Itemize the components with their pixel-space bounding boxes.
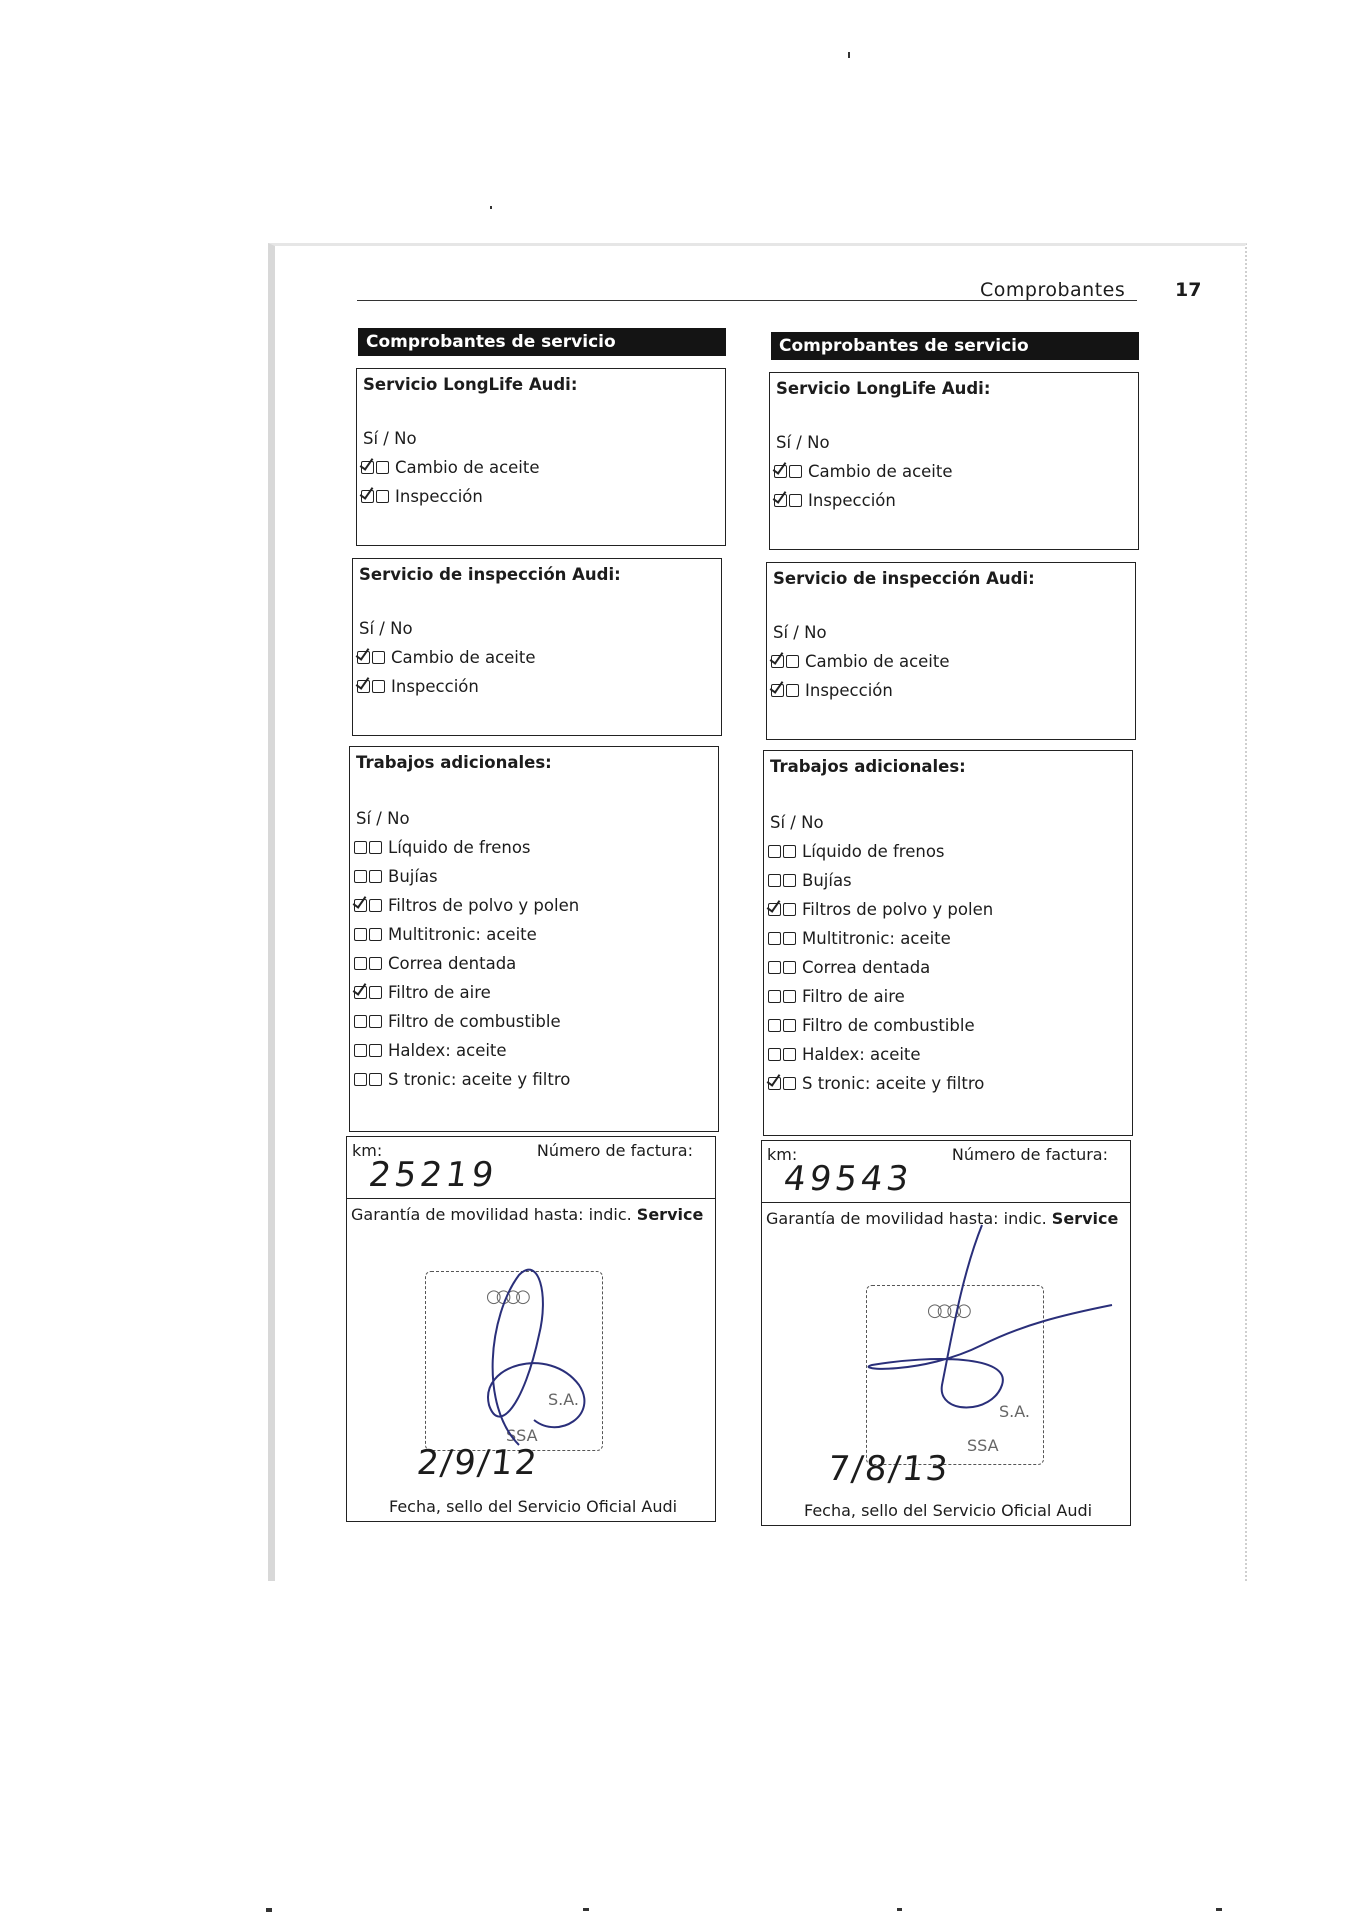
option-row bbox=[774, 462, 953, 481]
checkbox-no[interactable] bbox=[786, 684, 799, 697]
option-label: Cambio de aceite bbox=[391, 648, 536, 667]
option-row bbox=[361, 487, 483, 506]
option-row bbox=[354, 925, 537, 944]
checkbox-no[interactable] bbox=[783, 1077, 796, 1090]
stamp-text: SSA bbox=[967, 1436, 999, 1455]
checkbox-yes[interactable] bbox=[768, 990, 781, 1003]
checkbox-yes[interactable] bbox=[768, 845, 781, 858]
km-label: km: bbox=[352, 1141, 383, 1160]
option-row bbox=[354, 896, 579, 915]
option-label: Filtro de combustible bbox=[388, 1012, 561, 1031]
yes-no-label: Sí / No bbox=[363, 429, 417, 448]
header-rule bbox=[357, 300, 1137, 301]
checkbox-yes[interactable] bbox=[768, 961, 781, 974]
option-row bbox=[768, 929, 951, 948]
stamp-footer-label: Fecha, sello del Servicio Oficial Audi bbox=[389, 1497, 678, 1516]
box-title: Trabajos adicionales: bbox=[356, 753, 552, 772]
option-label: Líquido de frenos bbox=[388, 838, 531, 857]
warranty-service: Service bbox=[1051, 1209, 1119, 1228]
km-label: km: bbox=[767, 1145, 798, 1164]
checkbox-no[interactable] bbox=[783, 990, 796, 1003]
option-row bbox=[354, 1012, 561, 1031]
checkbox-no[interactable] bbox=[376, 490, 389, 503]
option-row bbox=[768, 842, 945, 861]
checkbox-yes[interactable] bbox=[768, 932, 781, 945]
option-row bbox=[357, 648, 536, 667]
checkbox-yes[interactable] bbox=[774, 465, 787, 478]
warranty-text: Garantía de movilidad hasta: indic. bbox=[766, 1209, 1052, 1228]
warranty-line bbox=[351, 1205, 703, 1224]
section-banner: Comprobantes de servicio bbox=[358, 328, 726, 356]
option-row bbox=[354, 838, 531, 857]
checkbox-no[interactable] bbox=[369, 957, 382, 970]
checkbox-yes[interactable] bbox=[768, 1077, 781, 1090]
checkbox-yes[interactable] bbox=[768, 903, 781, 916]
option-row bbox=[774, 491, 896, 510]
checkbox-yes[interactable] bbox=[768, 1019, 781, 1032]
service-record-right bbox=[766, 332, 1139, 1532]
km-divider bbox=[762, 1202, 1130, 1203]
checkbox-no[interactable] bbox=[783, 932, 796, 945]
checkbox-no[interactable] bbox=[783, 874, 796, 887]
option-label: Haldex: aceite bbox=[802, 1045, 921, 1064]
checkbox-no[interactable] bbox=[369, 1044, 382, 1057]
yes-no-label: Sí / No bbox=[770, 813, 824, 832]
scan-speck bbox=[848, 52, 850, 58]
inspection-box bbox=[766, 562, 1136, 740]
option-label: Líquido de frenos bbox=[802, 842, 945, 861]
option-row bbox=[354, 954, 516, 973]
box-title: Trabajos adicionales: bbox=[770, 757, 966, 776]
scan-speck bbox=[583, 1908, 589, 1911]
option-row bbox=[354, 1041, 507, 1060]
option-label: Filtros de polvo y polen bbox=[388, 896, 580, 915]
option-row bbox=[354, 867, 438, 886]
checkbox-no[interactable] bbox=[369, 928, 382, 941]
checkbox-yes[interactable] bbox=[771, 684, 784, 697]
additional-work-box bbox=[763, 750, 1133, 1136]
checkbox-yes[interactable] bbox=[361, 490, 374, 503]
checkbox-yes[interactable] bbox=[768, 1048, 781, 1061]
km-divider bbox=[347, 1198, 715, 1199]
checkbox-yes[interactable] bbox=[357, 651, 370, 664]
yes-no-label: Sí / No bbox=[773, 623, 827, 642]
additional-work-box bbox=[349, 746, 719, 1132]
option-label: Cambio de aceite bbox=[808, 462, 953, 481]
option-label: Haldex: aceite bbox=[388, 1041, 507, 1060]
option-row bbox=[354, 1070, 570, 1089]
stamp-text: SSA bbox=[506, 1426, 538, 1445]
option-label: Cambio de aceite bbox=[805, 652, 950, 671]
option-label: Multitronic: aceite bbox=[388, 925, 537, 944]
warranty-text: Garantía de movilidad hasta: indic. bbox=[351, 1205, 637, 1224]
scan-speck bbox=[1216, 1908, 1222, 1911]
option-row bbox=[768, 1045, 921, 1064]
option-label: Correa dentada bbox=[802, 958, 931, 977]
checkbox-no[interactable] bbox=[783, 1019, 796, 1032]
stamp-footer-label: Fecha, sello del Servicio Oficial Audi bbox=[804, 1501, 1093, 1520]
option-label: Inspección bbox=[808, 491, 896, 510]
option-label: Filtro de aire bbox=[802, 987, 905, 1006]
option-row bbox=[768, 871, 852, 890]
checkbox-yes[interactable] bbox=[354, 870, 367, 883]
inspection-box bbox=[352, 558, 722, 736]
checkbox-no[interactable] bbox=[369, 1015, 382, 1028]
option-row bbox=[768, 987, 905, 1006]
checkbox-no[interactable] bbox=[783, 903, 796, 916]
option-row bbox=[768, 1016, 975, 1035]
option-row bbox=[771, 681, 893, 700]
signature-scribble bbox=[439, 1255, 619, 1455]
scan-speck bbox=[897, 1908, 902, 1911]
date-handwritten: 7/8/13 bbox=[825, 1449, 952, 1489]
checkbox-no[interactable] bbox=[789, 494, 802, 507]
option-label: Filtros de polvo y polen bbox=[802, 900, 994, 919]
option-label: Filtro de combustible bbox=[802, 1016, 975, 1035]
checkbox-no[interactable] bbox=[369, 1073, 382, 1086]
invoice-number-label: Número de factura: bbox=[536, 1141, 693, 1160]
option-label: Multitronic: aceite bbox=[802, 929, 951, 948]
option-label: S tronic: aceite y filtro bbox=[802, 1074, 985, 1093]
stamp-text: S.A. bbox=[548, 1390, 579, 1409]
box-title: Servicio LongLife Audi: bbox=[776, 379, 991, 398]
option-label: Bujías bbox=[388, 867, 438, 886]
box-title: Servicio de inspección Audi: bbox=[773, 569, 1035, 588]
scan-speck bbox=[490, 206, 492, 209]
audi-rings-icon: ○○○○ bbox=[486, 1286, 525, 1307]
checkbox-no[interactable] bbox=[369, 870, 382, 883]
option-row bbox=[354, 983, 491, 1002]
option-row bbox=[357, 677, 479, 696]
checkbox-yes[interactable] bbox=[354, 957, 367, 970]
page-number: 17 bbox=[1175, 279, 1202, 301]
checkbox-no[interactable] bbox=[369, 899, 382, 912]
service-record-left bbox=[351, 328, 726, 1528]
km-handwritten-value: 25219 bbox=[366, 1155, 500, 1195]
longlife-box bbox=[769, 372, 1139, 550]
option-row bbox=[768, 900, 993, 919]
checkbox-yes[interactable] bbox=[354, 899, 367, 912]
option-label: Correa dentada bbox=[388, 954, 517, 973]
checkbox-yes[interactable] bbox=[354, 1015, 367, 1028]
checkbox-no[interactable] bbox=[376, 461, 389, 474]
km-handwritten-value: 49543 bbox=[781, 1159, 915, 1199]
signature-scribble bbox=[832, 1215, 1132, 1445]
checkbox-yes[interactable] bbox=[357, 680, 370, 693]
option-label: Bujías bbox=[802, 871, 852, 890]
section-banner: Comprobantes de servicio bbox=[771, 332, 1139, 360]
checkbox-yes[interactable] bbox=[354, 841, 367, 854]
stamp-text: S.A. bbox=[999, 1402, 1030, 1421]
checkbox-yes[interactable] bbox=[768, 874, 781, 887]
checkbox-no[interactable] bbox=[372, 680, 385, 693]
checkbox-no[interactable] bbox=[783, 961, 796, 974]
longlife-box bbox=[356, 368, 726, 546]
checkbox-yes[interactable] bbox=[354, 928, 367, 941]
page-header-title: Comprobantes bbox=[980, 279, 1126, 301]
checkbox-no[interactable] bbox=[783, 1048, 796, 1061]
option-row bbox=[361, 458, 540, 477]
checkbox-yes[interactable] bbox=[354, 1073, 367, 1086]
option-row bbox=[768, 1074, 984, 1093]
option-label: Filtro de aire bbox=[388, 983, 491, 1002]
box-title: Servicio LongLife Audi: bbox=[363, 375, 578, 394]
option-label: S tronic: aceite y filtro bbox=[388, 1070, 571, 1089]
audi-rings-icon: ○○○○ bbox=[927, 1300, 966, 1321]
checkbox-no[interactable] bbox=[789, 465, 802, 478]
yes-no-label: Sí / No bbox=[776, 433, 830, 452]
km-stamp-box bbox=[761, 1140, 1131, 1526]
yes-no-label: Sí / No bbox=[359, 619, 413, 638]
option-label: Cambio de aceite bbox=[395, 458, 540, 477]
option-row bbox=[771, 652, 950, 671]
box-title: Servicio de inspección Audi: bbox=[359, 565, 621, 584]
checkbox-no[interactable] bbox=[372, 651, 385, 664]
checkbox-no[interactable] bbox=[783, 845, 796, 858]
warranty-service: Service bbox=[636, 1205, 704, 1224]
date-handwritten: 2/9/12 bbox=[414, 1443, 541, 1483]
checkbox-yes[interactable] bbox=[354, 986, 367, 999]
option-label: Inspección bbox=[391, 677, 479, 696]
checkbox-yes[interactable] bbox=[361, 461, 374, 474]
checkbox-yes[interactable] bbox=[771, 655, 784, 668]
checkbox-yes[interactable] bbox=[774, 494, 787, 507]
option-label: Inspección bbox=[395, 487, 483, 506]
checkbox-yes[interactable] bbox=[354, 1044, 367, 1057]
scan-speck bbox=[266, 1908, 272, 1912]
checkbox-no[interactable] bbox=[369, 986, 382, 999]
option-label: Inspección bbox=[805, 681, 893, 700]
checkbox-no[interactable] bbox=[369, 841, 382, 854]
km-stamp-box bbox=[346, 1136, 716, 1522]
option-row bbox=[768, 958, 930, 977]
checkbox-no[interactable] bbox=[786, 655, 799, 668]
yes-no-label: Sí / No bbox=[356, 809, 410, 828]
invoice-number-label: Número de factura: bbox=[951, 1145, 1108, 1164]
